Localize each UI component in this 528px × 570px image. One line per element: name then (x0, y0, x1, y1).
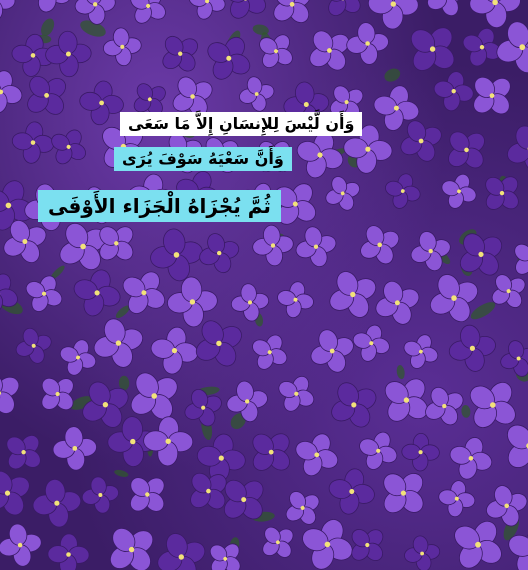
flower (229, 281, 271, 323)
flower (304, 322, 361, 379)
flower (445, 321, 500, 376)
flower (325, 464, 380, 519)
flower (420, 0, 472, 23)
verse-line-3: ثُمَّ يُجْزَاهُ الْجَزَاء الأَوْفَى (38, 190, 281, 222)
flower (147, 324, 201, 378)
flower (24, 0, 76, 18)
flower (320, 262, 386, 328)
flower (223, 377, 272, 426)
flower (344, 20, 391, 67)
flower (499, 118, 528, 179)
flower (235, 73, 278, 116)
flower (369, 459, 437, 527)
flower (194, 228, 245, 279)
flower (44, 30, 92, 78)
verse-line-1: وَأَن لَّيْسَ لِلإِنسَانِ إِلاَّ مَا سَعَى (120, 112, 362, 136)
flower (291, 222, 341, 272)
flower (55, 334, 102, 381)
flower (372, 366, 441, 435)
flower (352, 217, 407, 272)
flower (367, 0, 420, 30)
flower (0, 0, 16, 22)
flower (72, 0, 118, 27)
flower (253, 518, 302, 567)
flower (10, 119, 56, 165)
flower (319, 170, 366, 217)
flower (30, 476, 84, 530)
flower (143, 416, 194, 467)
flower (77, 78, 127, 128)
flower (152, 26, 208, 82)
flower (97, 515, 167, 570)
flower (321, 372, 386, 437)
flower (19, 268, 69, 318)
flower (79, 473, 122, 516)
flower (401, 533, 442, 570)
flower (444, 432, 497, 485)
flower (262, 0, 323, 35)
flower (401, 433, 440, 472)
flower (436, 120, 496, 180)
flower (381, 169, 425, 213)
flower (0, 520, 45, 570)
flower (405, 226, 455, 276)
flower (348, 320, 394, 366)
flower (271, 369, 322, 420)
flower (200, 534, 250, 570)
flower (421, 265, 488, 332)
flower (101, 26, 143, 68)
flower (250, 223, 295, 268)
flower (274, 278, 317, 321)
flower (353, 425, 404, 476)
flower (496, 336, 528, 382)
flower (87, 312, 149, 374)
flower (0, 424, 51, 480)
flower (368, 273, 427, 332)
flower (430, 68, 476, 114)
flower (11, 323, 57, 369)
flower (0, 362, 30, 424)
flower (288, 426, 345, 483)
flower (245, 327, 295, 377)
flower (240, 420, 303, 483)
flower (316, 0, 371, 26)
flower (436, 168, 482, 214)
flower (122, 0, 175, 32)
flower (185, 0, 230, 24)
flower (0, 66, 27, 118)
flower (436, 478, 478, 520)
flower (474, 165, 528, 221)
flower (47, 533, 90, 570)
flower (398, 329, 443, 374)
flower (0, 461, 40, 526)
verse-line-2: وَأَنَّ سَعْيَهُ سَوْفَ يُرَى (114, 147, 292, 171)
flower (277, 482, 328, 533)
flower (51, 425, 98, 472)
flower (150, 525, 214, 570)
